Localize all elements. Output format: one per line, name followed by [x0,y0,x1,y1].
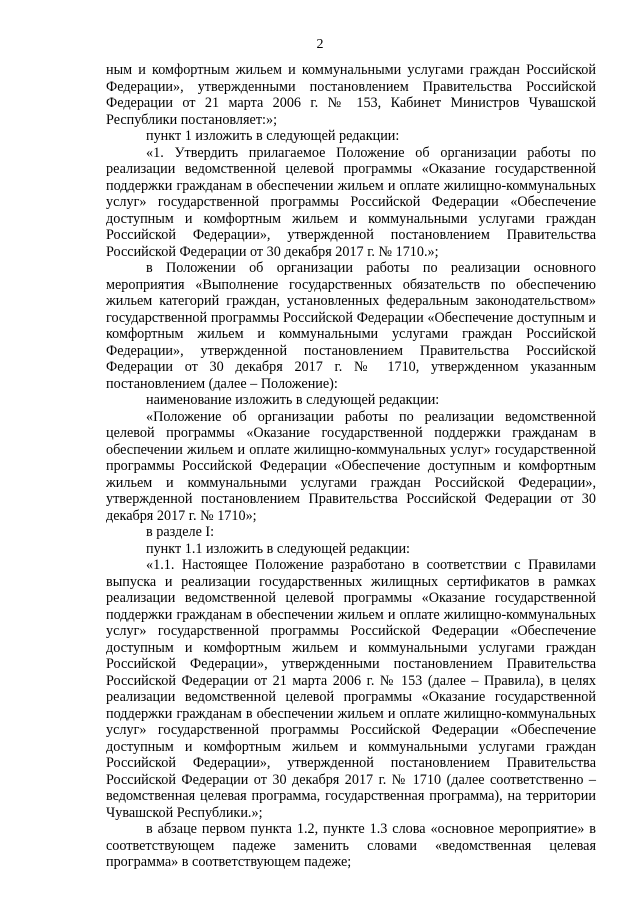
paragraph-items-1-2-1-3: в абзаце первом пункта 1.2, пункте 1.3 слова «основное мероприятие» в соответствующем падеже заменить словами «ведомственная целевая программа» в соответствующем падеже; [106,821,596,870]
paragraph-item-1-heading: пункт 1 изложить в следующей редакции: [146,128,400,144]
page-number: 2 [316,37,324,52]
document-body [106,62,596,871]
paragraph-item-1-1-text: «1.1. Настоящее Положение разработано в соответствии с Правилами выпуска и реализации государственных жилищных сертификатов в рамках реализации ведомственной целевой программы «Оказание государственной поддержки гражданам в обеспечении жильем и оплате жилищно-коммунальных услуг» государственной программы Российской Федерации «Обеспечение доступным и комфортным жильем и коммунальными услугами граждан Российской Федерации», утвержденными постановлением Правительства Российской Федерации от 21 марта 2006 г. № 153 (далее – Правила), в целях реализации ведомственной целевой программы «Оказание государственной поддержки гражданам в обеспечении жильем и оплате жилищно-коммунальных услуг» государственной программы Российской Федерации «Обеспечение доступным и комфортным жильем и коммунальными услугами граждан Российской Федерации», утвержденной постановлением Правительства Российской Федерации от 30 декабря 2017 г. № 1710 (далее соответственно – ведомственная целевая программа, государственная программа), на территории Чувашской Республики.»; [106,557,596,821]
paragraph-item-1-1-heading: пункт 1.1 изложить в следующей редакции: [146,540,410,557]
paragraph-continuation: ным и комфортным жильем и коммунальными услугами граждан Российской Федерации», утвержденными постановлением Правительства Российской Федерации от 21 марта 2006 г. № 153, Кабинет Министров Чувашской Республики постановляет:»; [106,62,596,128]
paragraph-section-1: в разделе I: [146,524,215,540]
paragraph-title-heading: наименование изложить в следующей редакции: [146,392,440,408]
paragraph-item-1-text: «1. Утвердить прилагаемое Положение об организации работы по реализации ведомственной целевой программы «Оказание государственной поддержки гражданам в обеспечении жильем и оплате жилищно-коммунальных услуг» государственной программы Российской Федерации «Обеспечение доступным и комфортным жильем и коммунальными услугами граждан Российской Федерации», утвержденной постановлением Правительства Российской Федерации от 30 декабря 2017 г. № 1710.»; [106,144,596,260]
paragraph-title-text: «Положение об организации работы по реализации ведомственной целевой программы «Оказание государственной поддержки гражданам в обеспечении жильем и оплате жилищно-коммунальных услуг» государственной программы Российской Федерации «Обеспечение доступным и комфортным жильем и коммунальными услугами граждан Российской Федерации», утвержденной постановлением Правительства Российской Федерации от 30 декабря 2017 г. № 1710»; [106,408,596,524]
paragraph-regulation-amendment: в Положении об организации работы по реализации основного мероприятия «Выполнение государственных обязательств по обеспечению жильем категорий граждан, установленных федеральным законодательством» государственной программы Российской Федерации «Обеспечение доступным и комфортным жильем и коммунальными услугами граждан Российской Федерации», утвержденной постановлением Правительства Российской Федерации от 30 декабря 2017 г. № 1710, утвержденном указанным постановлением (далее – Положение): [106,260,596,392]
